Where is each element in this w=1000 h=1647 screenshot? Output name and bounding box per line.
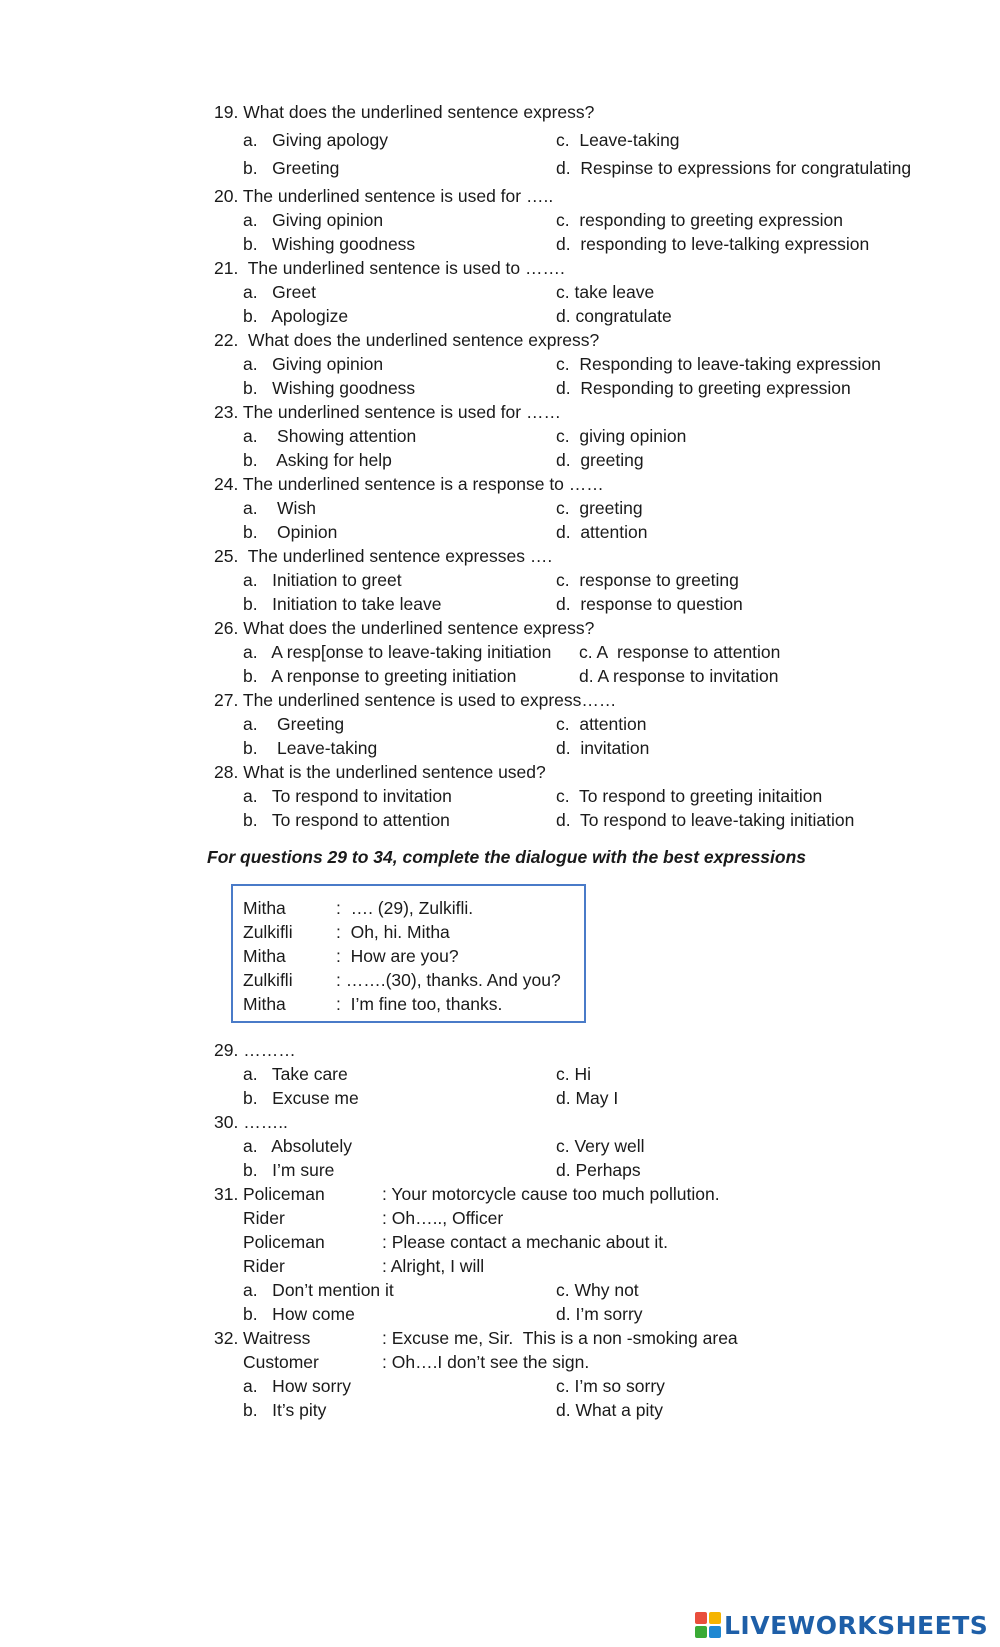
- dialogue-speaker: Zulkifli: [243, 970, 293, 990]
- option-c[interactable]: c. response to greeting: [556, 570, 739, 590]
- option-c[interactable]: c. Hi: [556, 1064, 591, 1084]
- option-b[interactable]: b. Opinion: [243, 522, 338, 542]
- question-stem: 28. What is the underlined sentence used?: [214, 762, 546, 782]
- question-stem: 30. ……..: [214, 1112, 288, 1132]
- question-number: 31.: [214, 1184, 239, 1204]
- option-d[interactable]: d. Responding to greeting expression: [556, 378, 851, 398]
- question-stem: 22. What does the underlined sentence express?: [214, 330, 600, 350]
- option-c[interactable]: c. Leave-taking: [556, 130, 680, 150]
- option-b[interactable]: b. To respond to attention: [243, 810, 450, 830]
- option-a[interactable]: a. Initiation to greet: [243, 570, 402, 590]
- dialogue-line: : I’m fine too, thanks.: [336, 994, 503, 1014]
- dialogue-line: : Oh….., Officer: [382, 1208, 504, 1228]
- dialogue-speaker: Waitress: [243, 1328, 311, 1348]
- option-d[interactable]: d. invitation: [556, 738, 650, 758]
- logo-tile: [695, 1626, 707, 1638]
- option-d[interactable]: d. greeting: [556, 450, 644, 470]
- logo-tile: [709, 1626, 721, 1638]
- option-c[interactable]: c. A response to attention: [579, 642, 781, 662]
- option-a[interactable]: a. A resp[onse to leave-taking initiation: [243, 642, 552, 662]
- question-stem: 27. The underlined sentence is used to express……: [214, 690, 617, 710]
- dialogue-speaker: Customer: [243, 1352, 319, 1372]
- question-stem: 21. The underlined sentence is used to …….: [214, 258, 565, 278]
- question-stem: 23. The underlined sentence is used for ……: [214, 402, 561, 422]
- option-d[interactable]: d. Perhaps: [556, 1160, 641, 1180]
- dialogue-line: : Your motorcycle cause too much pollution.: [382, 1184, 720, 1204]
- liveworksheets-logo[interactable]: [695, 1609, 988, 1641]
- option-d[interactable]: d. What a pity: [556, 1400, 663, 1420]
- option-b[interactable]: b. Wishing goodness: [243, 234, 416, 254]
- option-b[interactable]: b. How come: [243, 1304, 355, 1324]
- option-c[interactable]: c. greeting: [556, 498, 643, 518]
- option-b[interactable]: b. It’s pity: [243, 1400, 327, 1420]
- dialogue-line: : Alright, I will: [382, 1256, 485, 1276]
- option-b[interactable]: b. Initiation to take leave: [243, 594, 442, 614]
- question-number: 32.: [214, 1328, 239, 1348]
- dialogue-line: : Oh, hi. Mitha: [336, 922, 450, 942]
- section-instruction: For questions 29 to 34, complete the dialogue with the best expressions: [207, 847, 807, 867]
- option-d[interactable]: d. To respond to leave-taking initiation: [556, 810, 855, 830]
- question-stem: 19. What does the underlined sentence express?: [214, 102, 595, 122]
- option-b[interactable]: b. Greeting: [243, 158, 340, 178]
- option-c[interactable]: c. attention: [556, 714, 647, 734]
- option-a[interactable]: a. Take care: [243, 1064, 348, 1084]
- logo-grid-icon: [695, 1612, 721, 1638]
- logo-tile: [695, 1612, 707, 1624]
- option-a[interactable]: a. Giving apology: [243, 130, 388, 150]
- option-b[interactable]: b. Leave-taking: [243, 738, 378, 758]
- option-a[interactable]: a. How sorry: [243, 1376, 351, 1396]
- dialogue-line: : Please contact a mechanic about it.: [382, 1232, 668, 1252]
- option-b[interactable]: b. Wishing goodness: [243, 378, 416, 398]
- option-c[interactable]: c. take leave: [556, 282, 655, 302]
- option-a[interactable]: a. Absolutely: [243, 1136, 352, 1156]
- option-d[interactable]: d. responding to leve-talking expression: [556, 234, 870, 254]
- option-c[interactable]: c. I’m so sorry: [556, 1376, 665, 1396]
- option-c[interactable]: c. Responding to leave-taking expression: [556, 354, 881, 374]
- dialogue-speaker: Mitha: [243, 994, 286, 1014]
- dialogue-line: : …….(30), thanks. And you?: [336, 970, 561, 990]
- dialogue-speaker: Rider: [243, 1256, 285, 1276]
- dialogue-speaker: Rider: [243, 1208, 285, 1228]
- option-a[interactable]: a. Giving opinion: [243, 354, 384, 374]
- option-b[interactable]: b. I’m sure: [243, 1160, 335, 1180]
- option-d[interactable]: d. I’m sorry: [556, 1304, 643, 1324]
- dialogue-speaker: Mitha: [243, 946, 286, 966]
- option-b[interactable]: b. Apologize: [243, 306, 349, 326]
- dialogue-line: : How are you?: [336, 946, 459, 966]
- option-d[interactable]: d. congratulate: [556, 306, 672, 326]
- option-b[interactable]: b. Excuse me: [243, 1088, 359, 1108]
- dialogue-speaker: Policeman: [243, 1232, 325, 1252]
- logo-tile: [709, 1612, 721, 1624]
- option-d[interactable]: d. attention: [556, 522, 648, 542]
- option-c[interactable]: c. responding to greeting expression: [556, 210, 843, 230]
- question-stem: 29. ………: [214, 1040, 296, 1060]
- option-c[interactable]: c. Very well: [556, 1136, 645, 1156]
- option-d[interactable]: d. May I: [556, 1088, 619, 1108]
- dialogue-speaker: Policeman: [243, 1184, 325, 1204]
- question-stem: 24. The underlined sentence is a response to ……: [214, 474, 604, 494]
- question-stem: 20. The underlined sentence is used for …..: [214, 186, 554, 206]
- dialogue-speaker: Zulkifli: [243, 922, 293, 942]
- option-d[interactable]: d. A response to invitation: [579, 666, 779, 686]
- option-a[interactable]: a. Greet: [243, 282, 316, 302]
- option-a[interactable]: a. To respond to invitation: [243, 786, 452, 806]
- dialogue-line: : Oh….I don’t see the sign.: [382, 1352, 590, 1372]
- option-a[interactable]: a. Greeting: [243, 714, 345, 734]
- question-stem: 25. The underlined sentence expresses ….: [214, 546, 553, 566]
- option-d[interactable]: d. Respinse to expressions for congratulating: [556, 158, 912, 178]
- dialogue-speaker: Mitha: [243, 898, 286, 918]
- option-d[interactable]: d. response to question: [556, 594, 743, 614]
- dialogue-line: : Excuse me, Sir. This is a non -smoking area: [382, 1328, 738, 1348]
- option-a[interactable]: a. Giving opinion: [243, 210, 384, 230]
- option-a[interactable]: a. Wish: [243, 498, 316, 518]
- option-a[interactable]: a. Showing attention: [243, 426, 417, 446]
- option-b[interactable]: b. A renponse to greeting initiation: [243, 666, 517, 686]
- option-c[interactable]: c. giving opinion: [556, 426, 687, 446]
- option-a[interactable]: a. Don’t mention it: [243, 1280, 394, 1300]
- option-c[interactable]: c. Why not: [556, 1280, 639, 1300]
- dialogue-line: : …. (29), Zulkifli.: [336, 898, 474, 918]
- question-stem: 26. What does the underlined sentence express?: [214, 618, 595, 638]
- option-b[interactable]: b. Asking for help: [243, 450, 392, 470]
- option-c[interactable]: c. To respond to greeting initaition: [556, 786, 823, 806]
- logo-text: LIVEWORKSHEETS: [724, 1610, 989, 1640]
